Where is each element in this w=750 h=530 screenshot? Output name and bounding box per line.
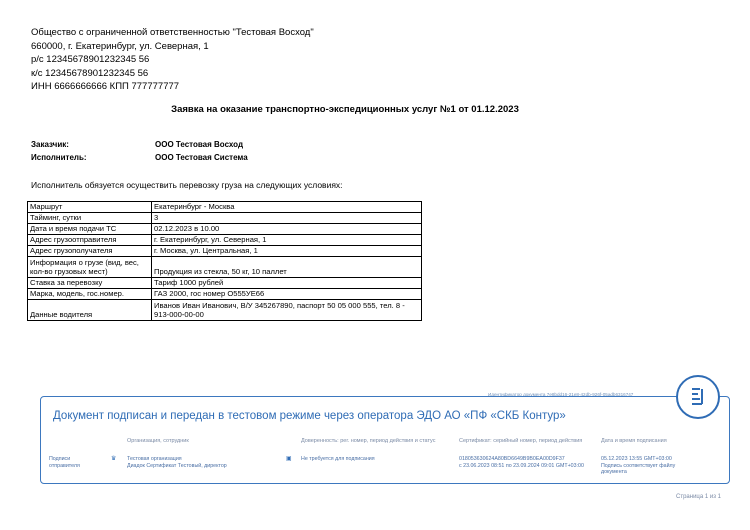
conditions-table	[27, 201, 422, 321]
document-icon: ▣	[286, 456, 292, 462]
table-row	[28, 257, 422, 278]
customer-value: ООО Тестовая Восход	[155, 140, 244, 149]
table-key: Информация о грузе (вид, вес, кол-во грузовых мест)	[28, 257, 152, 278]
stamp-heading: Документ подписан и передан в тестовом режиме через оператора ЭДО АО «ПФ «СКБ Контур»	[53, 410, 566, 422]
table-row	[28, 224, 422, 235]
table-key: Данные водителя	[28, 300, 152, 321]
executor-row	[31, 153, 248, 162]
signing-date-value: 05.12.2023 13:55 GMT+03:00 Подпись соответствует файлу документа	[601, 456, 676, 475]
org-correspondent-account: к/с 12345678901232345 56	[31, 67, 149, 79]
table-key: Марка, модель, гос.номер.	[28, 289, 152, 300]
table-value: Екатеринбург - Москва	[152, 202, 422, 213]
document-id: Идентификатор документа 7e8bdd16-21e8-42db-926f-05adb6316747	[488, 392, 634, 397]
table-value: 3	[152, 213, 422, 224]
table-row	[28, 278, 422, 289]
signer-org: Тестовая организация Диадок Сертификат Тестовый, директор	[127, 456, 227, 469]
table-value: Иванов Иван Иванович, В/У 345267890, паспорт 50 05 000 555, тел. 8 - 913-000-00-00	[152, 300, 422, 321]
customer-row	[31, 140, 244, 149]
table-row	[28, 289, 422, 300]
column-org: Организация, сотрудник	[127, 438, 189, 444]
edo-logo-icon	[676, 375, 720, 419]
table-value: г. Екатеринбург, ул. Северная, 1	[152, 235, 422, 246]
column-certificate: Сертификат: серийный номер, период действия	[459, 438, 583, 444]
table-key: Адрес грузоотправителя	[28, 235, 152, 246]
table-value: Продукция из стекла, 50 кг, 10 паллет	[152, 257, 422, 278]
organization-details	[31, 26, 314, 94]
table-row	[28, 213, 422, 224]
org-inn-kpp: ИНН 6666666666 КПП 777777777	[31, 81, 180, 93]
table-key: Тайминг, сутки	[28, 213, 152, 224]
org-settlement-account: р/с 12345678901232345 56	[31, 54, 150, 66]
signature-stamp	[40, 396, 730, 484]
column-power-of-attorney: Доверенность: рег. номер, период действия и статус	[301, 438, 436, 444]
table-value: ГАЗ 2000, гос номер О555УЕ66	[152, 289, 422, 300]
column-signing-date: Дата и время подписания	[601, 438, 667, 444]
executor-label: Исполнитель:	[31, 153, 87, 162]
organization-icon: ♛	[111, 456, 117, 462]
table-key: Дата и время подачи ТС	[28, 224, 152, 235]
table-row	[28, 202, 422, 213]
org-address: 660000, г. Екатеринбург, ул. Северная, 1	[31, 40, 209, 52]
page-number: Страница 1 из 1	[676, 494, 721, 500]
certificate-value: 018053630624A80BD6649B9B0EA00D9F37 с 23.06.2023 08:51 по 23.09.2024 09:01 GMT+03:00	[459, 456, 584, 469]
table-value: Тариф 1000 рублей	[152, 278, 422, 289]
power-of-attorney-value: Не требуется для подписания	[301, 456, 375, 462]
executor-value: ООО Тестовая Система	[155, 153, 248, 162]
customer-label: Заказчик:	[31, 140, 69, 149]
table-value: 02.12.2023 в 10.00	[152, 224, 422, 235]
table-key: Маршрут	[28, 202, 152, 213]
document-title: Заявка на оказание транспортно-экспедиционных услуг №1 от 01.12.2023	[171, 104, 519, 115]
table-value: г. Москва, ул. Центральная, 1	[152, 246, 422, 257]
intro-text: Исполнитель обязуется осуществить перевозку груза на следующих условиях:	[31, 180, 343, 190]
row-label: Подписи отправителя	[49, 456, 80, 469]
org-name: Общество с ограниченной ответственностью "Тестовая Восход"	[31, 27, 314, 38]
table-key: Адрес грузополучателя	[28, 246, 152, 257]
table-row	[28, 300, 422, 321]
table-row	[28, 235, 422, 246]
table-key: Ставка за перевозку	[28, 278, 152, 289]
table-row	[28, 246, 422, 257]
